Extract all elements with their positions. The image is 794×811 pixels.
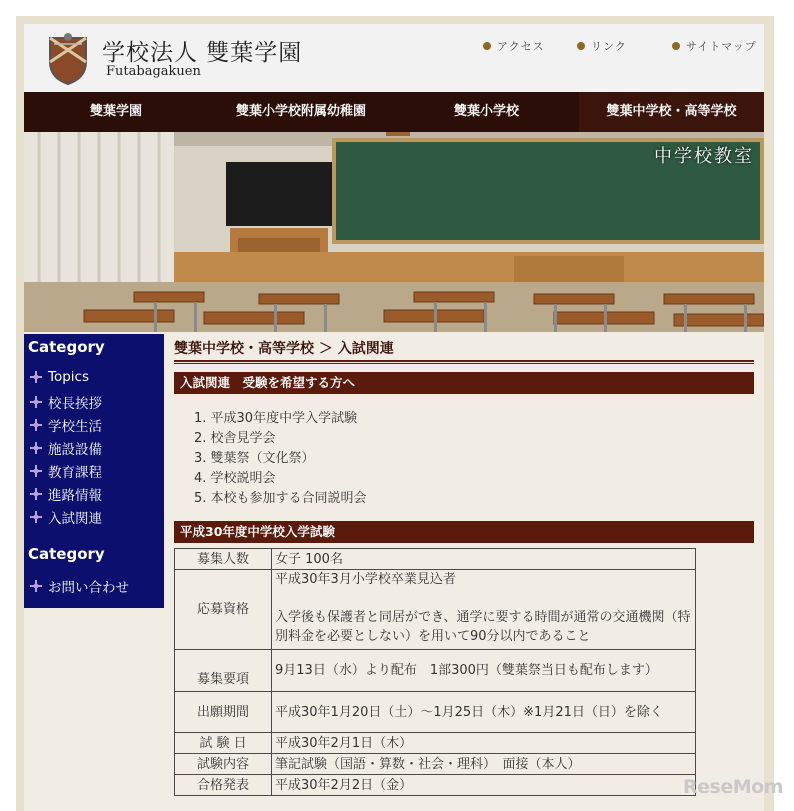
sidebar-item-career[interactable] — [30, 484, 102, 504]
row-label: 試験内容 — [175, 754, 272, 775]
sidebar-item-facilities[interactable] — [30, 438, 102, 458]
breadcrumb: 雙葉中学校・高等学校 ＞ 入試関連 — [174, 341, 394, 357]
table-row — [175, 775, 696, 796]
cross-bullet-icon — [30, 488, 42, 500]
sidebar-item-label[interactable]: 進路情報 — [48, 488, 102, 504]
sidebar-item-contact[interactable] — [30, 576, 129, 596]
bullet-icon — [672, 42, 680, 50]
table-row — [175, 650, 696, 692]
site-header — [24, 24, 764, 92]
hero-image — [24, 132, 764, 332]
site-subtitle: Futabagakuen — [106, 64, 201, 79]
breadcrumb-divider — [174, 360, 754, 364]
row-value: 平成30年2月2日（金） — [272, 775, 696, 796]
table-row — [175, 733, 696, 754]
sitemap-link-label[interactable]: サイトマップ — [686, 40, 757, 53]
table-row — [175, 549, 696, 570]
main-nav — [24, 92, 764, 132]
cross-bullet-icon — [30, 580, 42, 592]
resemom-watermark: ReseMom — [683, 776, 783, 798]
row-label: 合格発表 — [175, 775, 272, 796]
cross-bullet-icon — [30, 371, 42, 383]
sidebar-item-greeting[interactable] — [30, 392, 102, 412]
sidebar — [24, 334, 164, 608]
sidebar-item-topics[interactable] — [30, 369, 89, 385]
section-heading-admissions: 入試関連 受験を希望する方へ — [174, 372, 754, 394]
row-value: 平成30年2月1日（木） — [272, 733, 696, 754]
sidebar-item-school-life[interactable] — [30, 415, 102, 435]
sidebar-item-label[interactable]: お問い合わせ — [48, 580, 129, 596]
nav-item-junior-senior-high[interactable]: 雙葉中学校・高等学校 — [579, 92, 764, 132]
hero-caption: 中学校教室 — [654, 146, 754, 167]
toc-link-info-session[interactable]: 4. 学校説明会 — [194, 471, 276, 486]
nav-item-elementary[interactable]: 雙葉小学校 — [453, 104, 519, 119]
cross-bullet-icon — [30, 419, 42, 431]
sidebar-item-label[interactable]: Topics — [48, 369, 89, 385]
toc-link-exam[interactable]: 1. 平成30年度中学入学試験 — [194, 411, 358, 426]
link-page-link[interactable] — [577, 38, 627, 54]
access-link-label[interactable]: アクセス — [497, 40, 545, 53]
sidebar-item-label[interactable]: 教育課程 — [48, 465, 102, 481]
sidebar-heading-category: Category — [28, 338, 105, 356]
toc-link-tour[interactable]: 2. 校舎見学会 — [194, 431, 276, 446]
section-heading-exam: 平成30年度中学校入学試験 — [174, 521, 754, 543]
row-label: 出願期間 — [175, 692, 272, 733]
row-label: 募集要項 — [175, 650, 272, 692]
sidebar-item-label[interactable]: 入試関連 — [48, 511, 102, 527]
cross-bullet-icon — [30, 511, 42, 523]
bullet-icon — [483, 42, 491, 50]
table-row — [175, 754, 696, 775]
eligibility-line-1: 平成30年3月小学校卒業見込者 — [275, 572, 456, 587]
page — [24, 24, 764, 811]
row-value — [272, 570, 696, 650]
toc-link-joint-session[interactable]: 5. 本校も参加する合同説明会 — [194, 491, 367, 506]
cross-bullet-icon — [30, 465, 42, 477]
sidebar-heading-category-2: Category — [28, 545, 105, 563]
access-link[interactable] — [483, 38, 545, 54]
row-value: 筆記試験（国語・算数・社会・理科） 面接（本人） — [272, 754, 696, 775]
row-value: 平成30年1月20日（土）～1月25日（木）※1月21日（日）を除く — [272, 692, 696, 733]
admissions-toc — [194, 409, 367, 509]
table-row — [175, 570, 696, 650]
classroom-illustration — [24, 132, 764, 332]
bullet-icon — [577, 42, 585, 50]
row-value: 9月13日（水）より配布 1部300円（雙葉祭当日も配布します） — [272, 650, 696, 692]
link-page-label[interactable]: リンク — [591, 40, 627, 53]
sidebar-item-curriculum[interactable] — [30, 461, 102, 481]
sidebar-item-label[interactable]: 学校生活 — [48, 419, 102, 435]
sidebar-item-label[interactable]: 施設設備 — [48, 442, 102, 458]
table-row — [175, 692, 696, 733]
school-crest-icon[interactable] — [46, 32, 90, 86]
nav-item-kindergarten[interactable]: 雙葉小学校附属幼稚園 — [235, 104, 366, 119]
row-label: 試 験 日 — [175, 733, 272, 754]
cross-bullet-icon — [30, 396, 42, 408]
cross-bullet-icon — [30, 442, 42, 454]
toc-link-festival[interactable]: 3. 雙葉祭（文化祭） — [194, 451, 315, 466]
row-label: 応募資格 — [175, 570, 272, 650]
sidebar-item-admissions[interactable] — [30, 507, 102, 527]
eligibility-line-2: 入学後も保護者と同居ができ、通学に要する時間が通常の交通機関（特別料金を必要としない）を用いて90分以内であること — [275, 610, 691, 644]
site-title[interactable]: 学校法人 雙葉学園 — [102, 40, 303, 66]
nav-item-gakuen[interactable]: 雙葉学園 — [89, 104, 142, 119]
row-value: 女子 100名 — [272, 549, 696, 570]
row-label: 募集人数 — [175, 549, 272, 570]
sidebar-item-label[interactable]: 校長挨拶 — [48, 396, 102, 412]
sitemap-link[interactable] — [672, 38, 757, 54]
exam-info-table — [174, 548, 696, 796]
